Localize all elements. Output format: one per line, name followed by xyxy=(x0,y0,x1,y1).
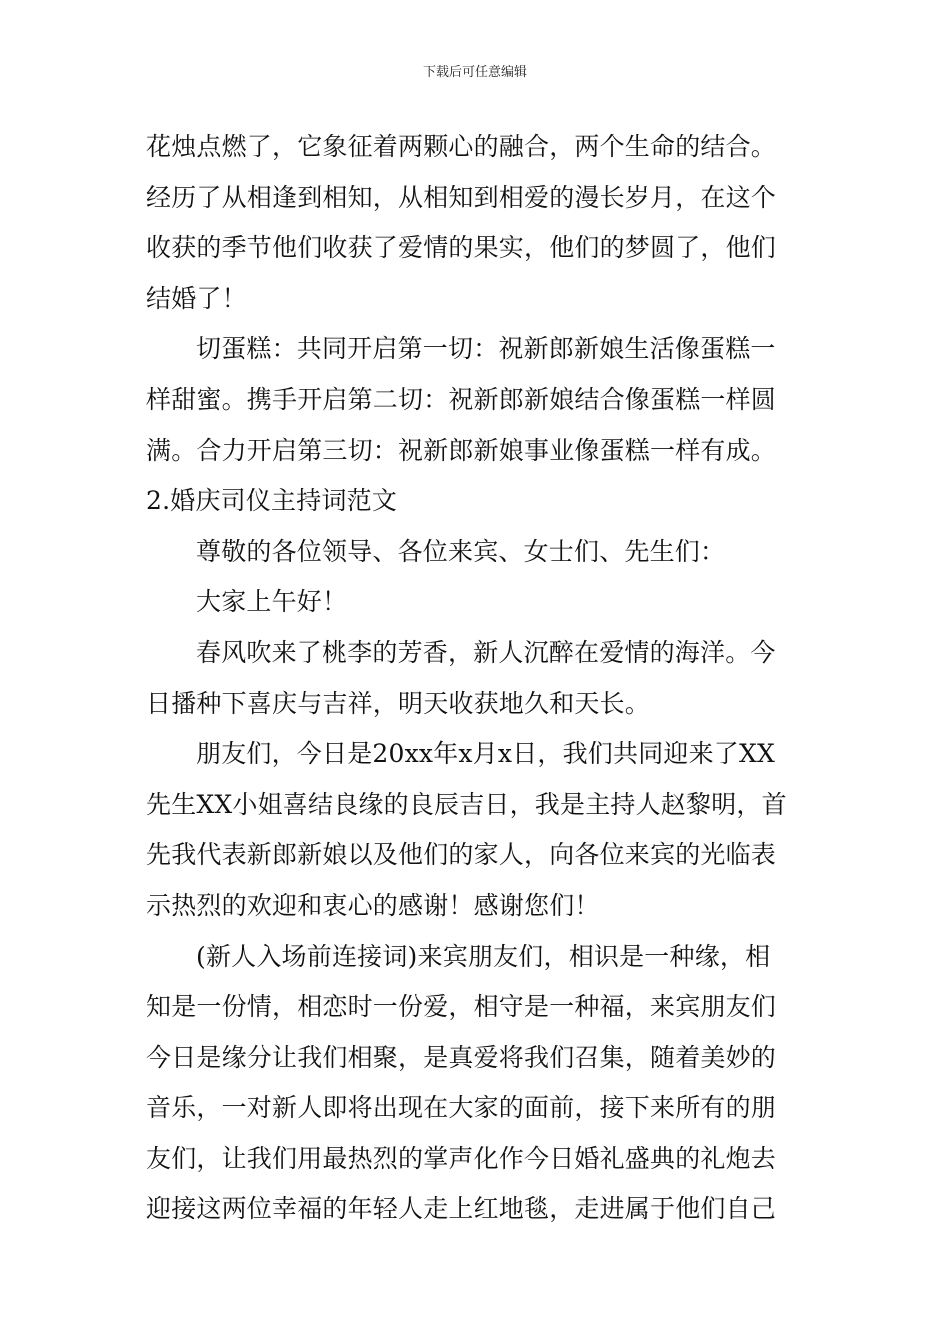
text-line: 大家上午好！ xyxy=(196,587,348,617)
text-line: 满。合力开启第三切：祝新郎新娘事业像蛋糕一样有成。 xyxy=(146,435,777,465)
text-line: 今日是缘分让我们相聚，是真爱将我们召集，随着美妙的 xyxy=(146,1042,777,1072)
text-line: 日播种下喜庆与吉祥，明天收获地久和天长。 xyxy=(146,688,651,718)
text-line: (新人入场前连接词)来宾朋友们，相识是一种缘，相 xyxy=(196,941,771,971)
text-line: 朋友们，今日是20xx年x月x日，我们共同迎来了XX xyxy=(196,739,776,769)
text-line: 尊敬的各位领导、各位来宾、女士们、先生们： xyxy=(196,536,726,566)
page-header: 下载后可任意编辑 xyxy=(422,65,527,80)
document-body xyxy=(146,122,812,1235)
text-line: 结婚了！ xyxy=(146,283,247,313)
text-line: 友们，让我们用最热烈的掌声化作今日婚礼盛典的礼炮去 xyxy=(146,1143,777,1173)
text-line: 知是一份情，相恋时一份爱，相守是一种福，来宾朋友们 xyxy=(146,992,777,1022)
text-line: 花烛点燃了，它象征着两颗心的融合，两个生命的结合。 xyxy=(146,132,777,161)
text-line: 样甜蜜。携手开启第二切：祝新郎新娘结合像蛋糕一样圆 xyxy=(146,384,777,414)
text-line: 先我代表新郎新娘以及他们的家人，向各位来宾的光临表 xyxy=(146,840,777,870)
text-line: 示热烈的欢迎和衷心的感谢！感谢您们！ xyxy=(146,890,600,920)
text-line: 音乐，一对新人即将出现在大家的面前，接下来所有的朋 xyxy=(146,1093,777,1123)
text-line: 春风吹来了桃李的芳香，新人沉醉在爱情的海洋。今 xyxy=(196,637,776,667)
section-heading: 2.婚庆司仪主持词范文 xyxy=(146,486,398,516)
text-line: 先生XX小姐喜结良缘的良辰吉日，我是主持人赵黎明，首 xyxy=(146,789,787,819)
text-line: 经历了从相逢到相知，从相知到相爱的漫长岁月，在这个 xyxy=(146,182,777,212)
text-line: 切蛋糕：共同开启第一切：祝新郎新娘生活像蛋糕一 xyxy=(196,334,776,364)
text-line: 迎接这两位幸福的年轻人走上红地毯，走进属于他们自己 xyxy=(146,1194,777,1224)
text-line: 收获的季节他们收获了爱情的果实，他们的梦圆了，他们 xyxy=(146,233,777,263)
